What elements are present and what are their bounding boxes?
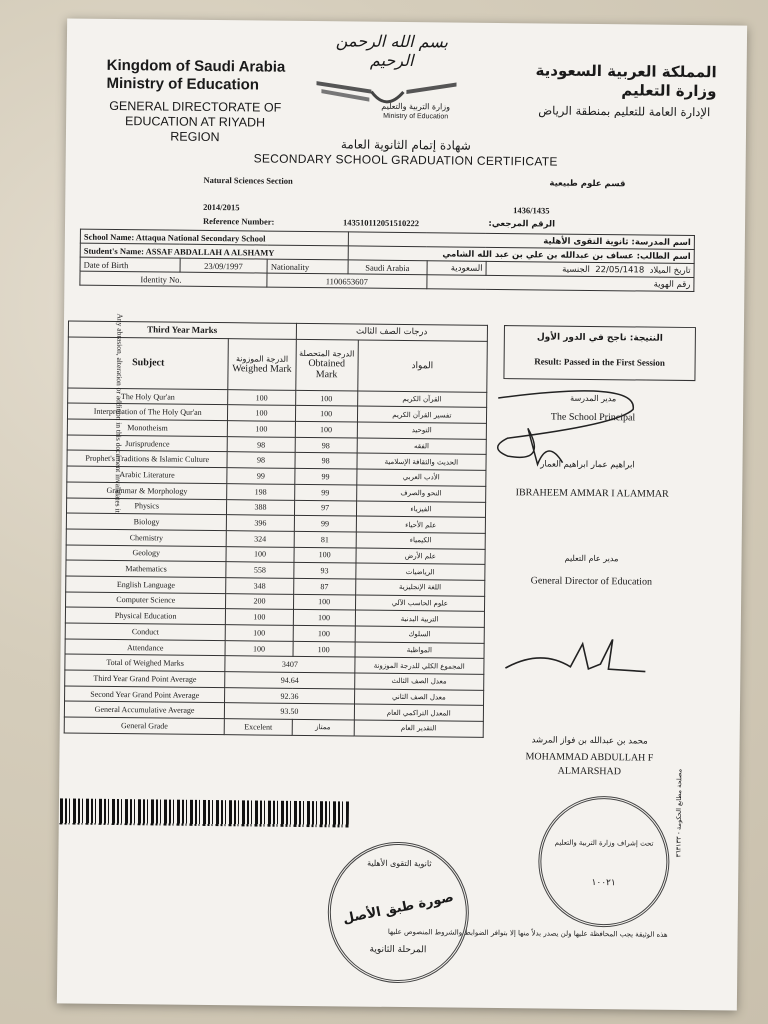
grade-en: Excelent	[225, 719, 292, 735]
certificate-title-en: SECONDARY SCHOOL GRADUATION CERTIFICATE	[253, 151, 558, 169]
director-name-ar: محمد بن عبدالله بن فواز المرشد	[531, 735, 648, 747]
total-label-en: Second Year Grand Point Average	[65, 686, 225, 703]
subject-ar: علم الأحياء	[356, 516, 486, 533]
section-ar: قسم علوم طبيعية	[549, 178, 626, 190]
subject-en: Conduct	[65, 623, 225, 640]
weighed-mark: 100	[228, 389, 295, 405]
subject-ar: النحو والصرف	[356, 485, 486, 502]
obtained-mark: 100	[295, 390, 357, 406]
weighed-mark: 100	[226, 609, 293, 625]
weighed-mark: 100	[226, 546, 293, 562]
obtained-mark: 100	[293, 625, 355, 641]
school-label-ar: اسم المدرسة:	[631, 236, 691, 248]
header-ar-title	[535, 61, 716, 101]
obtained-mark: 81	[294, 531, 356, 547]
weighed-mark: 198	[227, 483, 294, 499]
bottom-note-ar: هذه الوثيقة يجب المحافظة عليها ولن يصدر بدلاً منها إلا بتوافر الضوابط والشروط المنصوص عليها	[387, 927, 668, 939]
barcode	[57, 798, 349, 827]
total-label-ar: معدل الصف الثاني	[354, 689, 484, 706]
obtained-mark: 100	[293, 641, 355, 657]
total-label-en: Third Year Grand Point Average	[65, 670, 225, 687]
subject-ar: الحديث والثقافة الإسلامية	[357, 453, 487, 470]
weighed-mark: 324	[227, 531, 294, 547]
ministry-logo	[311, 63, 462, 125]
certificate-title-ar: شهادة إتمام الثانوية العامة	[340, 137, 471, 153]
copy-stamp-text: صورة طبق الأصل	[341, 890, 455, 927]
director-name-en-1: MOHAMMAD ABDULLAH F	[525, 751, 654, 764]
obtained-mark: 99	[294, 484, 356, 500]
subject-ar: القرآن الكريم	[357, 391, 487, 408]
obtained-header: Obtained Mark	[308, 358, 346, 381]
result-ar: النتيجة: ناجح في الدور الأول	[536, 332, 663, 344]
dob-hijri: 22/05/1418	[595, 264, 645, 276]
subject-ar: الفيزياء	[356, 501, 486, 518]
subject-en: Physics	[66, 497, 226, 514]
obtained-mark: 99	[294, 516, 356, 532]
copy-stamp-bottom: المرحلة الثانوية	[369, 944, 427, 956]
total-label-en: Total of Weighed Marks	[65, 654, 225, 671]
principal-title-ar: مدير المدرسة	[570, 393, 617, 404]
total-value: 93.50	[225, 703, 354, 720]
totals-body	[64, 654, 484, 721]
subject-ar: تفسير القرآن الكريم	[357, 406, 487, 423]
subject-header-ar: المواد	[357, 340, 487, 392]
obtained-mark: 93	[293, 563, 355, 579]
weighed-mark: 396	[227, 515, 294, 531]
subject-en: Arabic Literature	[67, 466, 227, 483]
subject-en: Physical Education	[65, 607, 225, 624]
obtained-mark: 100	[293, 610, 355, 626]
copy-stamp-ring: ثانوية التقوى الأهلية	[367, 858, 432, 869]
basmala: بسم الله الرحمن الرحيم	[335, 31, 449, 71]
total-value: 92.36	[225, 687, 354, 704]
subject-ar: التربية البدنية	[355, 610, 485, 627]
subject-en: Computer Science	[66, 592, 226, 609]
printer-note-ar: مصلحة مطابع الحكومة - ٣٦٣١٣٣	[674, 768, 684, 858]
subject-en: Mathematics	[66, 560, 226, 577]
weighed-mark: 388	[227, 499, 294, 515]
year-gregorian: 2014/2015	[203, 201, 240, 213]
obtained-mark: 98	[295, 453, 357, 469]
school-name-en: Attaqua National Secondary School	[135, 231, 266, 244]
reference-label-ar: الرقم المرجعي:	[488, 218, 556, 230]
weighed-mark: 98	[227, 436, 294, 452]
weighed-mark: 100	[225, 640, 292, 656]
total-value: 94.64	[225, 672, 354, 689]
reference-number: 143510112051510222	[343, 217, 420, 229]
obtained-mark: 99	[294, 468, 356, 484]
weighed-header-cell	[228, 338, 296, 390]
grade-row	[64, 717, 483, 737]
grade-label-ar: التقدير العام	[354, 720, 484, 737]
reference-label-en: Reference Number:	[203, 215, 275, 227]
identity-label-ar: رقم الهوية	[426, 275, 694, 292]
dob-label-ar: تاريخ الميلاد	[649, 265, 691, 276]
subject-ar: علوم الحاسب الآلي	[355, 595, 485, 612]
weighed-mark: 100	[228, 405, 295, 421]
marks-table	[64, 320, 488, 737]
marks-title-ar: درجات الصف الثالث	[296, 323, 488, 341]
principal-title-en: The School Principal	[550, 411, 636, 424]
director-name-en-2: ALMARSHAD	[557, 765, 622, 778]
logo-text-ar: وزارة التربية والتعليم	[381, 101, 451, 112]
student-info-table	[79, 229, 695, 292]
weighed-header: Weighed Mark	[232, 362, 292, 375]
obtained-mark: 100	[293, 594, 355, 610]
school-name-ar: ثانوية التقوى الأهلية	[543, 235, 629, 247]
nationality-en: Saudi Arabia	[348, 260, 427, 275]
header-en-sub-2: EDUCATION AT RIYADH REGION	[124, 114, 266, 145]
header-ar-title-1: المملكة العربية السعودية	[535, 61, 717, 82]
result-en: Result: Passed in the First Session	[534, 356, 666, 368]
school-label-en: School Name:	[83, 231, 135, 242]
header-en-sub-1: GENERAL DIRECTORATE OF	[109, 98, 282, 115]
identity-label-en: Identity No.	[80, 271, 267, 287]
subject-en: Biology	[66, 513, 226, 530]
subject-en: Monotheism	[67, 419, 227, 436]
obtained-mark: 87	[293, 578, 355, 594]
marks-title-en: Third Year Marks	[68, 321, 296, 339]
weighed-mark: 100	[226, 625, 293, 641]
weighed-header-ar: الدرجة الموزونة	[235, 353, 289, 364]
subject-en: Jurisprudence	[67, 435, 227, 452]
nationality-label-ar: الجنسية	[562, 264, 590, 275]
director-title-ar: مدير عام التعليم	[564, 553, 619, 564]
weighed-mark: 558	[226, 562, 293, 578]
subject-ar: السلوك	[355, 626, 485, 643]
grade-ar: ممتاز	[292, 719, 354, 735]
header-en-title	[106, 57, 285, 95]
header-en-title-2: Ministry of Education	[106, 74, 260, 94]
subject-en: Interpretation of The Holy Qur'an	[67, 403, 227, 420]
marks-header-row	[68, 337, 488, 392]
subject-ar: المواظبة	[355, 642, 485, 659]
ministry-stamp	[538, 795, 670, 927]
weighed-mark: 348	[226, 578, 293, 594]
dob-gregorian: 23/09/1997	[180, 258, 268, 273]
identity-number: 1100653607	[267, 273, 426, 289]
director-signature-icon	[500, 638, 651, 690]
subject-header: Subject	[68, 337, 229, 390]
obtained-mark: 100	[294, 547, 356, 563]
subject-en: Geology	[66, 545, 226, 562]
obtained-header-cell	[295, 339, 358, 391]
subject-en: English Language	[66, 576, 226, 593]
section-en: Natural Sciences Section	[203, 174, 293, 186]
result-box	[503, 325, 696, 381]
principal-name-en: IBRAHEEM AMMAR I ALAMMAR	[515, 487, 669, 500]
obtained-header-ar: الدرجة المتحصلة	[299, 349, 355, 359]
subject-ar: اللغة الإنجليزية	[355, 579, 485, 596]
marks-body	[65, 388, 487, 659]
dob-label-en: Date of Birth	[80, 257, 180, 272]
subject-ar: الأدب العربي	[356, 469, 486, 486]
obtained-mark: 100	[295, 421, 357, 437]
total-label-en: General Accumulative Average	[64, 701, 224, 718]
header-ar-title-2: وزارة التعليم	[621, 81, 717, 101]
subject-ar: الفقه	[357, 438, 487, 455]
obtained-mark: 98	[295, 437, 357, 453]
student-label-en: Student's Name:	[83, 245, 145, 256]
header-en-title-1: Kingdom of Saudi Arabia	[106, 56, 286, 76]
subject-ar: الكيمياء	[356, 532, 486, 549]
total-label-ar: معدل الصف الثالث	[354, 673, 484, 690]
subject-en: Chemistry	[66, 529, 226, 546]
grade-label-en: General Grade	[64, 717, 224, 734]
certificate-document	[57, 18, 747, 1010]
subject-ar: علم الأرض	[356, 548, 486, 565]
director-title-en: General Director of Education	[530, 575, 653, 588]
subject-en: Grammar & Morphology	[67, 482, 227, 499]
subject-ar: الرياضيات	[355, 563, 485, 580]
nationality-label-en: Nationality	[267, 259, 348, 274]
total-label-ar: المعدل التراكمي العام	[354, 704, 484, 721]
student-name-ar: عساف بن عبدالله بن علي بن عبد الله الشامي	[442, 248, 634, 261]
obtained-mark: 97	[294, 500, 356, 516]
subject-en: Attendance	[65, 639, 225, 656]
total-label-ar: المجموع الكلي للدرجة الموزونة	[354, 657, 484, 674]
weighed-mark: 99	[227, 468, 294, 484]
weighed-mark: 200	[226, 593, 293, 609]
copy-stamp	[327, 841, 469, 983]
obtained-mark: 100	[295, 406, 357, 422]
subject-en: Prophet's Traditions & Islamic Culture	[67, 450, 227, 467]
weighed-mark: 98	[227, 452, 294, 468]
ministry-stamp-number: ١٠٠٢١	[591, 877, 616, 888]
year-hijri: 1436/1435	[513, 205, 550, 216]
nationality-ar: السعودية	[427, 261, 487, 276]
validity-side-note: Any abrasion, alteration or addition in this document invalidates it	[113, 313, 125, 513]
logo-text-en: Ministry of Education	[383, 112, 449, 121]
student-name-en: ASSAF ABDALLAH A ALSHAMY	[145, 245, 275, 258]
total-value: 3407	[225, 656, 354, 673]
principal-name-ar: ابراهيم عمار ابراهيم العمار	[540, 459, 635, 471]
subject-ar: التوحيد	[357, 422, 487, 439]
student-label-ar: اسم الطالب:	[636, 250, 691, 262]
ministry-stamp-ring: تحت إشراف وزارة التربية والتعليم	[554, 838, 654, 848]
subject-en: The Holy Qur'an	[68, 388, 228, 405]
principal-signature-icon	[467, 378, 648, 470]
weighed-mark: 100	[228, 421, 295, 437]
header-ar-subtitle: الإدارة العامة للتعليم بمنطقة الرياض	[538, 103, 711, 120]
